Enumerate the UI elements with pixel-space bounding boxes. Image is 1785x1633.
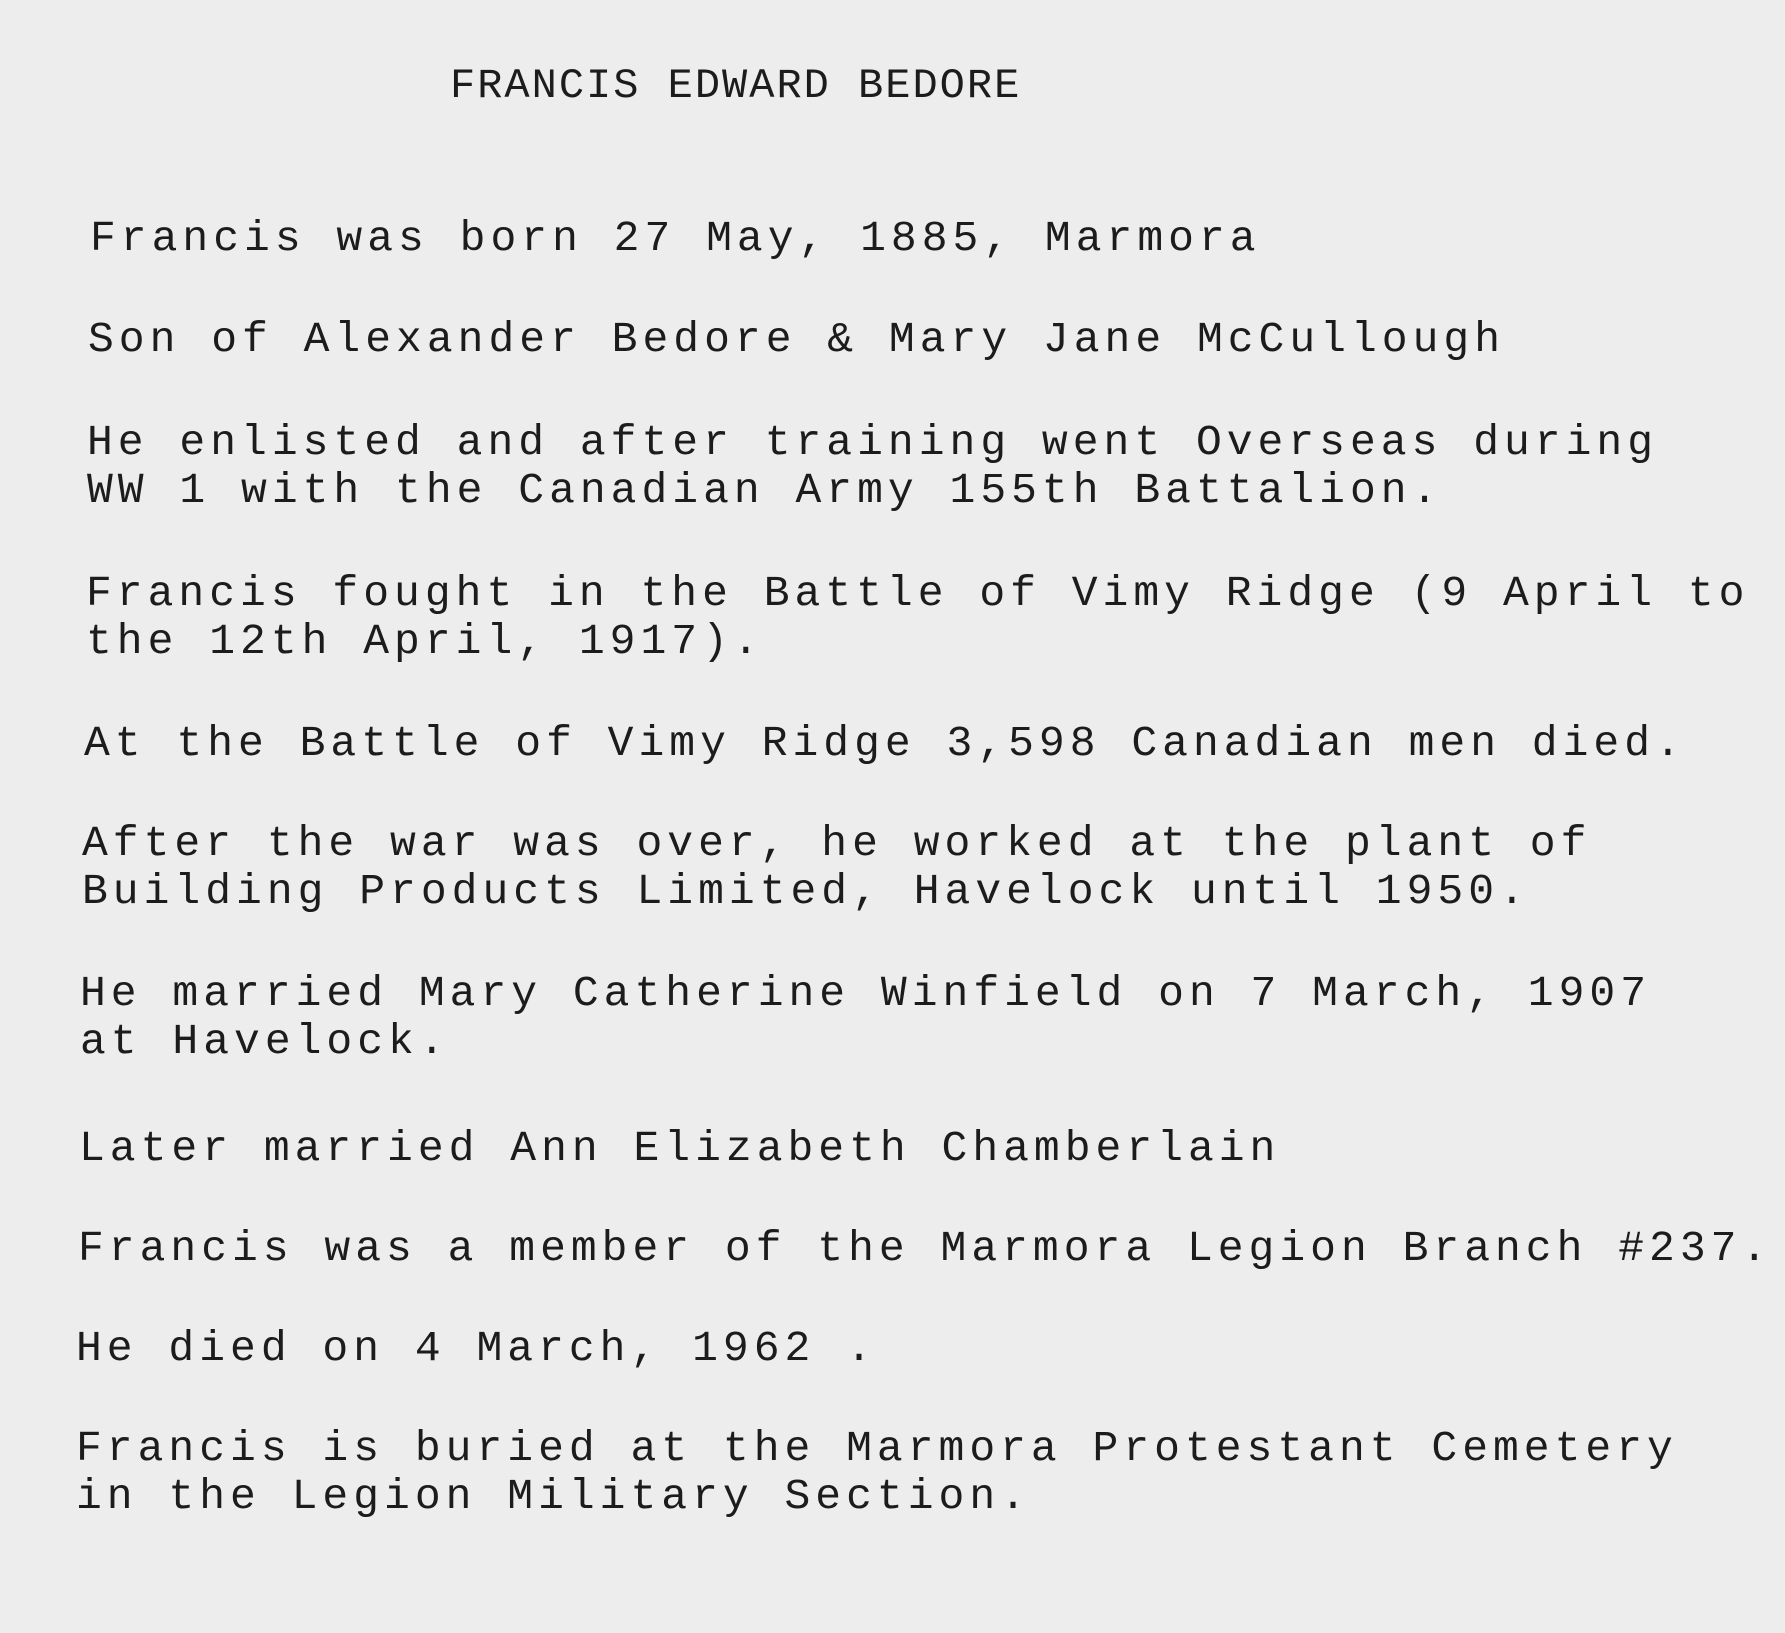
paragraph-line: He married Mary Catherine Winfield on 7 March, 1907 bbox=[80, 969, 1652, 1018]
paragraph-burial bbox=[76, 1425, 1678, 1521]
paragraph-line: Son of Alexander Bedore & Mary Jane McCullough bbox=[88, 315, 1505, 364]
paragraph-parents bbox=[88, 316, 1505, 364]
paragraph-first-marriage bbox=[80, 970, 1651, 1066]
document-title: FRANCIS EDWARD BEDORE bbox=[450, 62, 1022, 110]
paragraph-line: at Havelock. bbox=[80, 1017, 450, 1066]
paragraph-line: Later married Ann Elizabeth Chamberlain bbox=[79, 1124, 1281, 1173]
paragraph-vimy-ridge bbox=[86, 570, 1749, 666]
paragraph-line: Francis fought in the Battle of Vimy Ridge (9 April to bbox=[86, 569, 1750, 618]
paragraph-line: Francis is buried at the Marmora Protestant Cemetery bbox=[76, 1424, 1678, 1473]
paragraph-birth bbox=[90, 215, 1261, 263]
paragraph-line: He died on 4 March, 1962 . bbox=[76, 1324, 877, 1373]
paragraph-line: Building Products Limited, Havelock until 1950. bbox=[82, 867, 1530, 916]
paragraph-employment bbox=[82, 820, 1591, 916]
paragraph-line: WW 1 with the Canadian Army 155th Battalion. bbox=[87, 466, 1443, 515]
paragraph-line: At the Battle of Vimy Ridge 3,598 Canadian men died. bbox=[84, 719, 1686, 768]
paragraph-enlistment bbox=[87, 419, 1658, 515]
paragraph-line: Francis was a member of the Marmora Legion Branch #237. bbox=[78, 1224, 1773, 1273]
paragraph-casualties bbox=[84, 720, 1686, 768]
paragraph-line: in the Legion Military Section. bbox=[76, 1472, 1031, 1521]
paragraph-line: He enlisted and after training went Overseas during bbox=[87, 418, 1659, 467]
paragraph-line: After the war was over, he worked at the plant of bbox=[82, 819, 1592, 868]
paragraph-legion-membership bbox=[78, 1225, 1772, 1273]
paragraph-second-marriage bbox=[79, 1125, 1280, 1173]
paragraph-line: Francis was born 27 May, 1885, Marmora bbox=[90, 214, 1261, 263]
paragraph-line: the 12th April, 1917). bbox=[86, 617, 764, 666]
paragraph-death bbox=[76, 1325, 877, 1373]
